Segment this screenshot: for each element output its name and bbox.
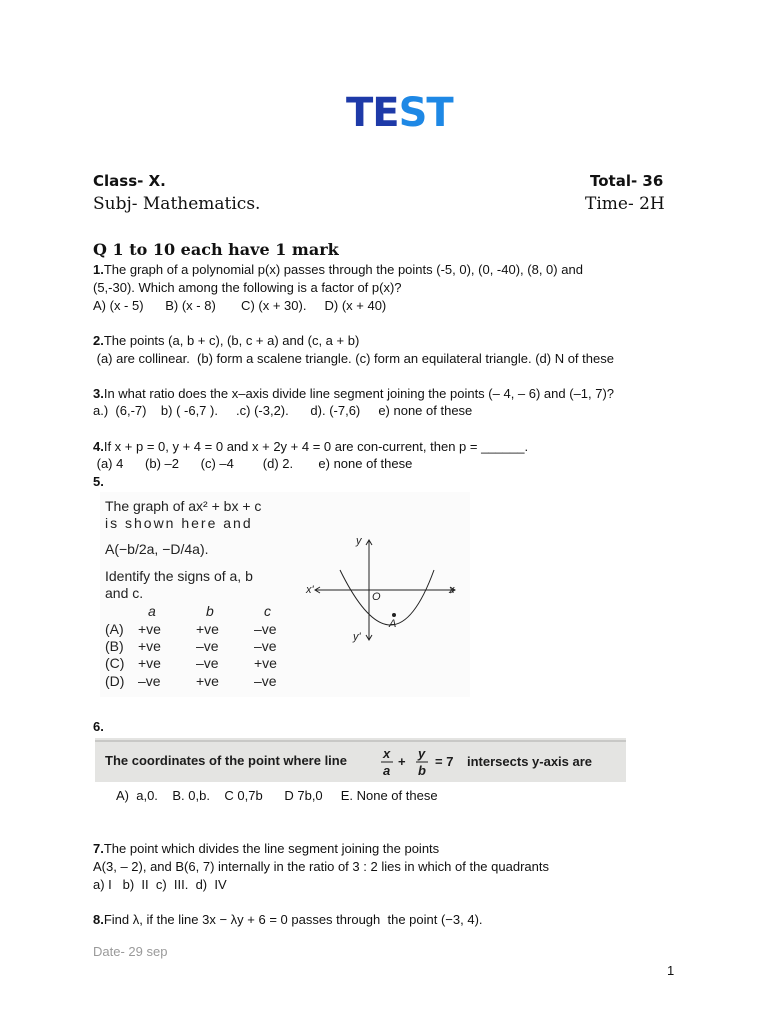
- q5-head-c: c: [264, 603, 271, 619]
- question-2: 2.The points (a, b + c), (b, c + a) and (c, a + b): [93, 333, 360, 348]
- q6-eq: = 7: [435, 754, 454, 769]
- q5-row-c-label: (C): [105, 655, 125, 671]
- q5-row-d-c: –ve: [254, 673, 277, 689]
- question-7: 7.The point which divides the line segment joining the points: [93, 841, 440, 856]
- question-1-line2: (5,-30). Which among the following is a factor of p(x)?: [93, 280, 402, 295]
- q5-row-a-a: +ve: [138, 621, 161, 637]
- question-7-options: a) I b) II c) III. d) IV: [93, 877, 227, 892]
- q6-frac-x: x: [383, 746, 391, 761]
- question-5-number: 5.: [93, 474, 104, 489]
- graph-label-o: O: [372, 591, 381, 603]
- subject-label: Subj- Mathematics.: [93, 194, 261, 214]
- question-2-options: (a) are collinear. (b) form a scalene triangle. (c) form an equilateral triangle. (d) N of these: [93, 351, 614, 366]
- q6-frac-y: y: [418, 746, 426, 761]
- q5-row-b-b: –ve: [196, 638, 219, 654]
- question-8: 8.Find λ, if the line 3x − λy + 6 = 0 passes through the point (−3, 4).: [93, 912, 483, 927]
- question-7-line2: A(3, – 2), and B(6, 7) internally in the ratio of 3 : 2 lies in which of the quadrants: [93, 859, 549, 874]
- section-title: Q 1 to 10 each have 1 mark: [93, 240, 339, 259]
- vertex-point-a: [392, 613, 396, 617]
- q6-clip-text-1: The coordinates of the point where line: [105, 753, 347, 768]
- question-3-options: a.) (6,-7) b) ( -6,7 ). .c) (-3,2). d). (-7,6) e) none of these: [93, 403, 473, 418]
- graph-label-xp: x': [306, 584, 314, 596]
- q5-row-d-b: +ve: [196, 673, 219, 689]
- question-4-options: (a) 4 (b) –2 (c) –4 (d) 2. e) none of these: [93, 456, 413, 471]
- question-6-clip-image: [95, 738, 626, 782]
- q6-plus: +: [398, 754, 406, 769]
- q5-text-line5: and c.: [105, 585, 144, 601]
- q6-frac-b: b: [418, 763, 426, 778]
- q5-row-a-c: –ve: [254, 621, 277, 637]
- graph-label-a: A: [389, 618, 397, 630]
- q5-head-a: a: [148, 603, 156, 619]
- q6-clip-text-2: intersects y-axis are: [467, 754, 593, 769]
- question-5-figure: [100, 492, 470, 697]
- page-number: 1: [667, 963, 675, 978]
- q5-text-line1: The graph of ax² + bx + c: [105, 498, 262, 514]
- q5-row-a-b: +ve: [196, 621, 219, 637]
- question-3: 3.In what ratio does the x–axis divide line segment joining the points (– 4, – 6) and (–1, 7)?: [93, 386, 615, 401]
- q5-row-b-a: +ve: [138, 638, 161, 654]
- graph-label-x: x: [449, 584, 455, 596]
- q5-text-line2: is shown here and: [105, 515, 253, 531]
- q6-frac-a: a: [383, 763, 391, 778]
- q5-text-line4: Identify the signs of a, b: [105, 568, 253, 584]
- q5-row-c-b: –ve: [196, 655, 219, 671]
- question-1: 1.The graph of a polynomial p(x) passes through the points (-5, 0), (0, -40), (8, 0) and: [93, 262, 583, 277]
- question-4: 4.If x + p = 0, y + 4 = 0 and x + 2y + 4 = 0 are con-current, then p = ______.: [93, 439, 529, 454]
- q5-row-d-a: –ve: [138, 673, 161, 689]
- time-label: Time- 2H: [585, 194, 665, 214]
- q5-row-b-label: (B): [105, 638, 124, 654]
- q5-row-b-c: –ve: [254, 638, 277, 654]
- test-logo: TEST: [346, 90, 453, 136]
- question-6-options: A) a,0. B. 0,b. C 0,7b D 7b,0 E. None of these: [116, 788, 438, 803]
- graph-label-yp: y': [353, 631, 361, 643]
- footer-date: Date- 29 sep: [93, 944, 168, 959]
- q5-head-b: b: [206, 603, 214, 619]
- q5-row-a-label: (A): [105, 621, 124, 637]
- question-6-number: 6.: [93, 719, 104, 734]
- q5-row-c-c: +ve: [254, 655, 277, 671]
- q5-text-line3: A(−b/2a, −D/4a).: [105, 541, 209, 557]
- class-label: Class- X.: [93, 172, 166, 190]
- total-marks: Total- 36: [590, 172, 664, 190]
- question-1-options: A) (x - 5) B) (x - 8) C) (x + 30). D) (x + 40): [93, 298, 387, 313]
- q5-row-d-label: (D): [105, 673, 125, 689]
- q5-row-c-a: +ve: [138, 655, 161, 671]
- graph-label-y: y: [356, 535, 362, 547]
